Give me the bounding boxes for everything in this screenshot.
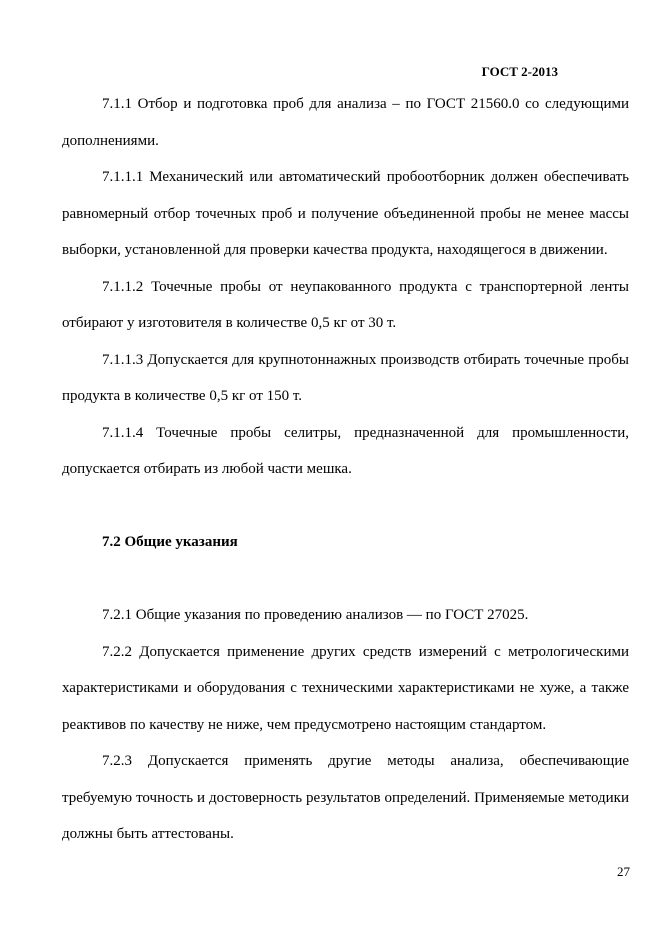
document-body — [62, 86, 629, 853]
section-spacer — [62, 561, 629, 598]
paragraph-7-1-1-2: 7.1.1.2 Точечные пробы от неупакованного продукта с транспортерной ленты отбирают у изготовителя в количестве 0,5 кг от 30 т. — [62, 278, 629, 331]
paragraph-7-1-1: 7.1.1 Отбор и подготовка проб для анализа – по ГОСТ 21560.0 со следующими дополнениями. — [62, 96, 629, 149]
paragraph-7-1-1-4: 7.1.1.4 Точечные пробы селитры, предназначенной для промышленности, допускается отбирать из любой части мешка. — [62, 424, 629, 477]
paragraph-7-2-1: 7.2.1 Общие указания по проведению анализов — по ГОСТ 27025. — [102, 607, 529, 623]
paragraph-7-2-2: 7.2.2 Допускается применение других средств измерений с метрологическими характеристиками и оборудования с техническими характеристиками не хуже, а также реактивов по качеству не ниже, чем предусмотрено настоящим стандартом. — [62, 643, 629, 733]
page-number: 27 — [617, 864, 630, 879]
section-heading-7-2: 7.2 Общие указания — [102, 534, 238, 550]
page-header-standard-code: ГОСТ 2-2013 — [481, 64, 558, 79]
paragraph-7-1-1-3: 7.1.1.3 Допускается для крупнотоннажных производств отбирать точечные пробы продукта в количестве 0,5 кг от 150 т. — [62, 351, 629, 404]
section-spacer — [62, 488, 629, 525]
paragraph-7-2-3: 7.2.3 Допускается применять другие методы анализа, обеспечивающие требуемую точность и достоверность результатов определений. Применяемые методики должны быть аттестованы. — [62, 753, 629, 842]
paragraph-7-1-1-1: 7.1.1.1 Механический или автоматический пробоотборник должен обеспечивать равномерный отбор точечных проб и получение объединенной пробы не менее массы выборки, установленной для проверки качества продукта, находящегося в движении. — [62, 169, 629, 258]
